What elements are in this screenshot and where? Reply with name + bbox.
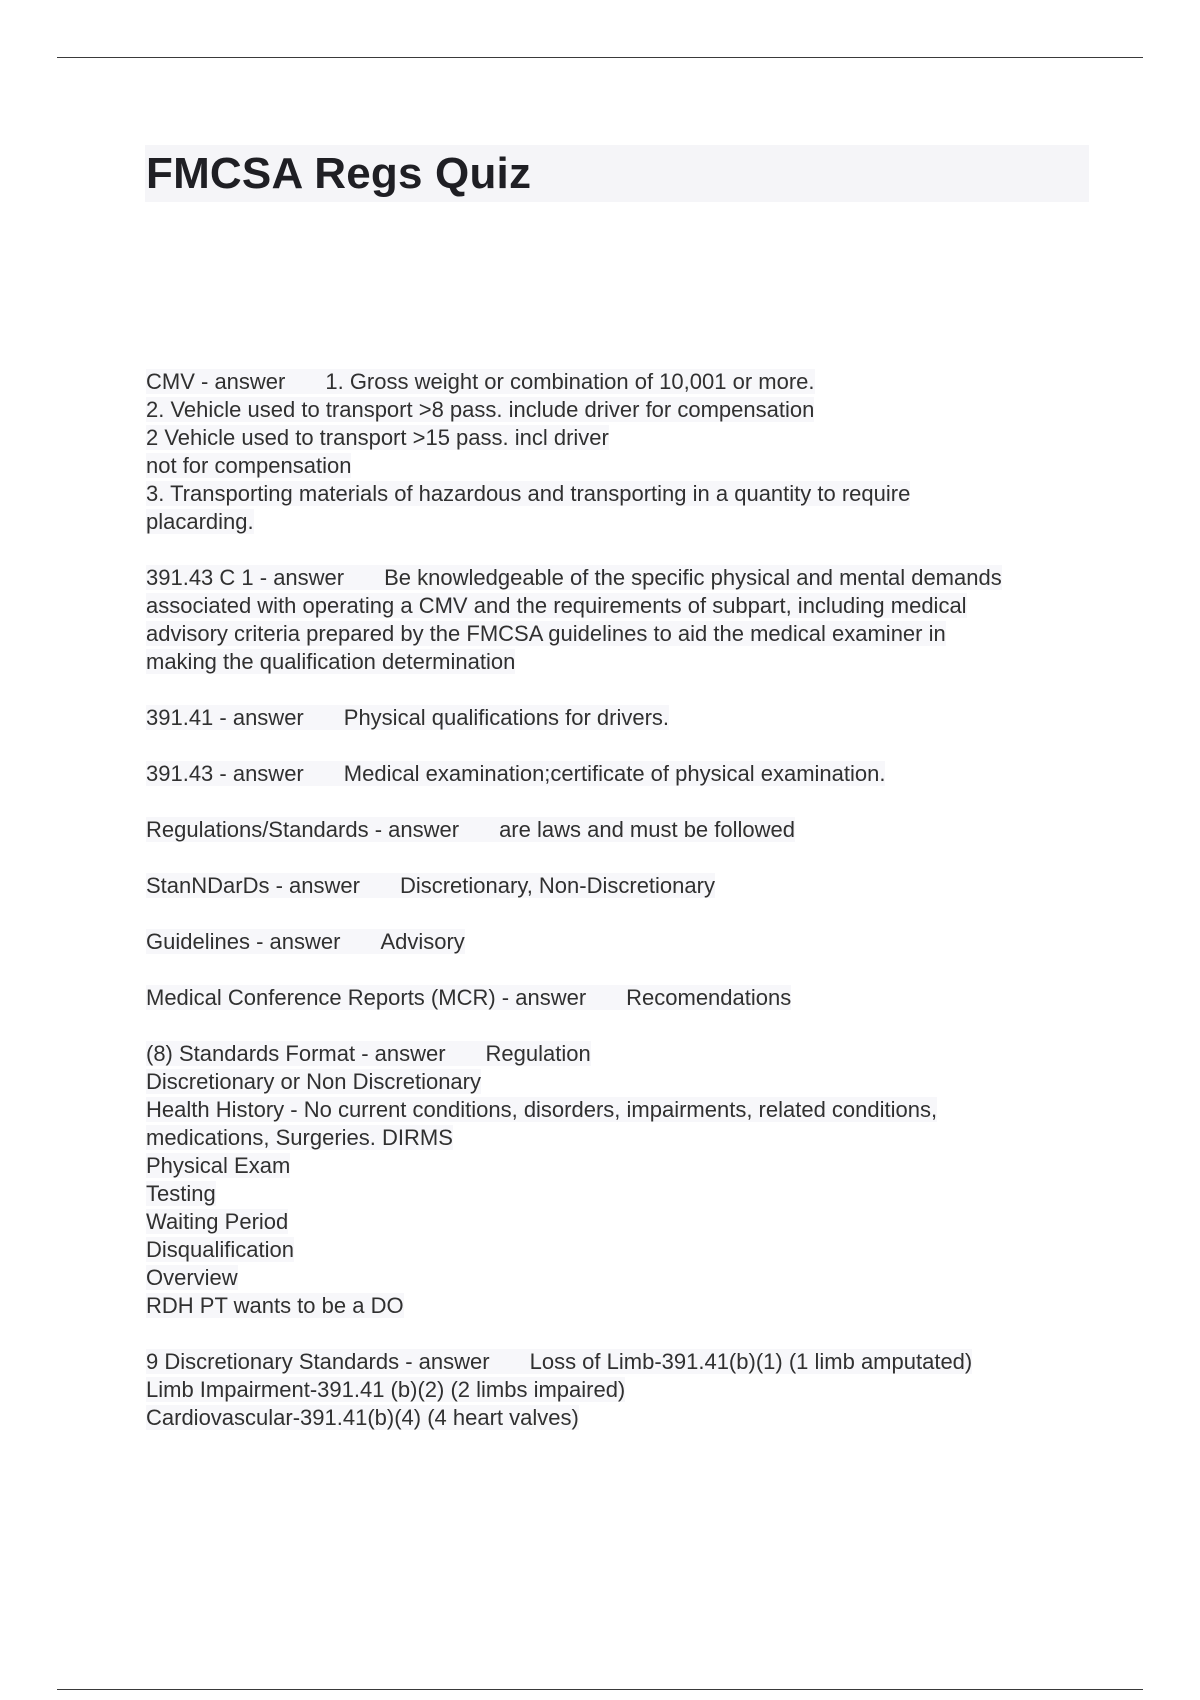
header-rule	[57, 57, 1143, 58]
answer-line	[146, 452, 1096, 480]
answer-text: medications, Surgeries. DIRMS	[146, 1125, 453, 1150]
line-highlight	[146, 509, 254, 534]
answer-text: are laws and must be followed	[499, 817, 795, 842]
line-highlight	[146, 985, 791, 1010]
answer-text: Physical qualifications for drivers.	[343, 705, 670, 730]
flashcard-first-line	[146, 1040, 1096, 1068]
flashcard-item	[146, 564, 1096, 676]
line-highlight	[146, 1069, 481, 1094]
question-term: 391.43 - answer	[146, 761, 304, 786]
line-highlight	[146, 873, 715, 898]
line-highlight	[146, 1405, 579, 1430]
line-highlight	[146, 1237, 294, 1262]
line-highlight	[146, 621, 946, 646]
flashcard-item	[146, 1348, 1096, 1432]
line-highlight	[146, 481, 910, 506]
flashcard-first-line	[146, 816, 1096, 844]
flashcard-item	[146, 928, 1096, 956]
line-highlight	[146, 1265, 238, 1290]
answer-text: Waiting Period	[146, 1209, 289, 1234]
flashcard-first-line	[146, 984, 1096, 1012]
question-term: 391.43 C 1 - answer	[146, 565, 345, 590]
answer-text: Physical Exam	[146, 1153, 291, 1178]
line-highlight	[146, 817, 795, 842]
answer-text: Recomendations	[626, 985, 792, 1010]
answer-text: associated with operating a CMV and the requirements of subpart, including medical	[146, 593, 967, 618]
answer-line	[146, 1180, 1096, 1208]
question-term: (8) Standards Format - answer	[146, 1041, 446, 1066]
flashcard-item	[146, 872, 1096, 900]
line-highlight	[146, 929, 465, 954]
line-highlight	[146, 1181, 216, 1206]
answer-line	[146, 508, 1096, 536]
line-highlight	[146, 1153, 290, 1178]
line-highlight	[146, 397, 814, 422]
question-term: 9 Discretionary Standards - answer	[146, 1349, 490, 1374]
answer-line	[146, 1236, 1096, 1264]
answer-text: Limb Impairment-391.41 (b)(2) (2 limbs impaired)	[146, 1377, 626, 1402]
answer-line	[146, 396, 1096, 424]
answer-text: Health History - No current conditions, disorders, impairments, related conditions,	[146, 1097, 938, 1122]
answer-line	[146, 1124, 1096, 1152]
flashcard-first-line	[146, 928, 1096, 956]
question-term: CMV - answer	[146, 369, 286, 394]
line-highlight	[146, 1041, 591, 1066]
answer-line	[146, 424, 1096, 452]
line-highlight	[146, 1097, 937, 1122]
answer-line	[146, 1096, 1096, 1124]
flashcard-item	[146, 368, 1096, 536]
flashcard-first-line	[146, 1348, 1096, 1376]
answer-text: 2. Vehicle used to transport >8 pass. include driver for compensation	[146, 397, 815, 422]
line-highlight	[146, 1293, 404, 1318]
answer-line	[146, 620, 1096, 648]
answer-text: placarding.	[146, 509, 254, 534]
flashcard-first-line	[146, 872, 1096, 900]
flashcard-first-line	[146, 564, 1096, 592]
answer-text: Regulation	[485, 1041, 591, 1066]
answer-text: not for compensation	[146, 453, 352, 478]
answer-text: RDH PT wants to be a DO	[146, 1293, 404, 1318]
flashcard-item	[146, 760, 1096, 788]
question-term: Guidelines - answer	[146, 929, 341, 954]
answer-text: Medical examination;certificate of physical examination.	[343, 761, 886, 786]
document-title: FMCSA Regs Quiz	[146, 149, 532, 198]
flashcard-first-line	[146, 368, 1096, 396]
line-highlight	[146, 1377, 625, 1402]
answer-text: Loss of Limb-391.41(b)(1) (1 limb amputated)	[529, 1349, 973, 1374]
line-highlight	[146, 649, 515, 674]
answer-text: making the qualification determination	[146, 649, 516, 674]
line-highlight	[146, 1125, 453, 1150]
line-highlight	[146, 761, 885, 786]
answer-text: Overview	[146, 1265, 238, 1290]
answer-text: Discretionary or Non Discretionary	[146, 1069, 481, 1094]
answer-text: Be knowledgeable of the specific physical and mental demands	[384, 565, 1002, 590]
line-highlight	[146, 369, 815, 394]
answer-line	[146, 1376, 1096, 1404]
footer-rule	[57, 1689, 1143, 1690]
answer-line	[146, 1208, 1096, 1236]
flashcard-item	[146, 1040, 1096, 1320]
question-term: Regulations/Standards - answer	[146, 817, 460, 842]
answer-line	[146, 1152, 1096, 1180]
line-highlight	[146, 705, 669, 730]
answer-text: Testing	[146, 1181, 216, 1206]
line-highlight	[146, 425, 609, 450]
answer-text: 2 Vehicle used to transport >15 pass. incl driver	[146, 425, 609, 450]
answer-text: Disqualification	[146, 1237, 294, 1262]
answer-line	[146, 1264, 1096, 1292]
line-highlight	[146, 593, 967, 618]
flashcard-item	[146, 816, 1096, 844]
answer-line	[146, 1292, 1096, 1320]
answer-text: Advisory	[380, 929, 465, 954]
flashcard-item	[146, 984, 1096, 1012]
line-highlight	[146, 1209, 288, 1234]
answer-line	[146, 648, 1096, 676]
line-highlight	[146, 453, 351, 478]
line-highlight	[146, 565, 1002, 590]
answer-line	[146, 1404, 1096, 1432]
line-highlight	[146, 1349, 972, 1374]
answer-line	[146, 480, 1096, 508]
answer-line	[146, 1068, 1096, 1096]
answer-text: Cardiovascular-391.41(b)(4) (4 heart valves)	[146, 1405, 579, 1430]
flashcard-item	[146, 704, 1096, 732]
flashcard-list	[146, 368, 1096, 1460]
flashcard-first-line	[146, 704, 1096, 732]
answer-text: Discretionary, Non-Discretionary	[399, 873, 715, 898]
question-term: Medical Conference Reports (MCR) - answer	[146, 985, 587, 1010]
question-term: StanNDarDs - answer	[146, 873, 360, 898]
flashcard-first-line	[146, 760, 1096, 788]
answer-line	[146, 592, 1096, 620]
answer-text: 1. Gross weight or combination of 10,001 or more.	[325, 369, 815, 394]
question-term: 391.41 - answer	[146, 705, 304, 730]
answer-text: advisory criteria prepared by the FMCSA guidelines to aid the medical examiner in	[146, 621, 946, 646]
answer-text: 3. Transporting materials of hazardous and transporting in a quantity to require	[146, 481, 911, 506]
